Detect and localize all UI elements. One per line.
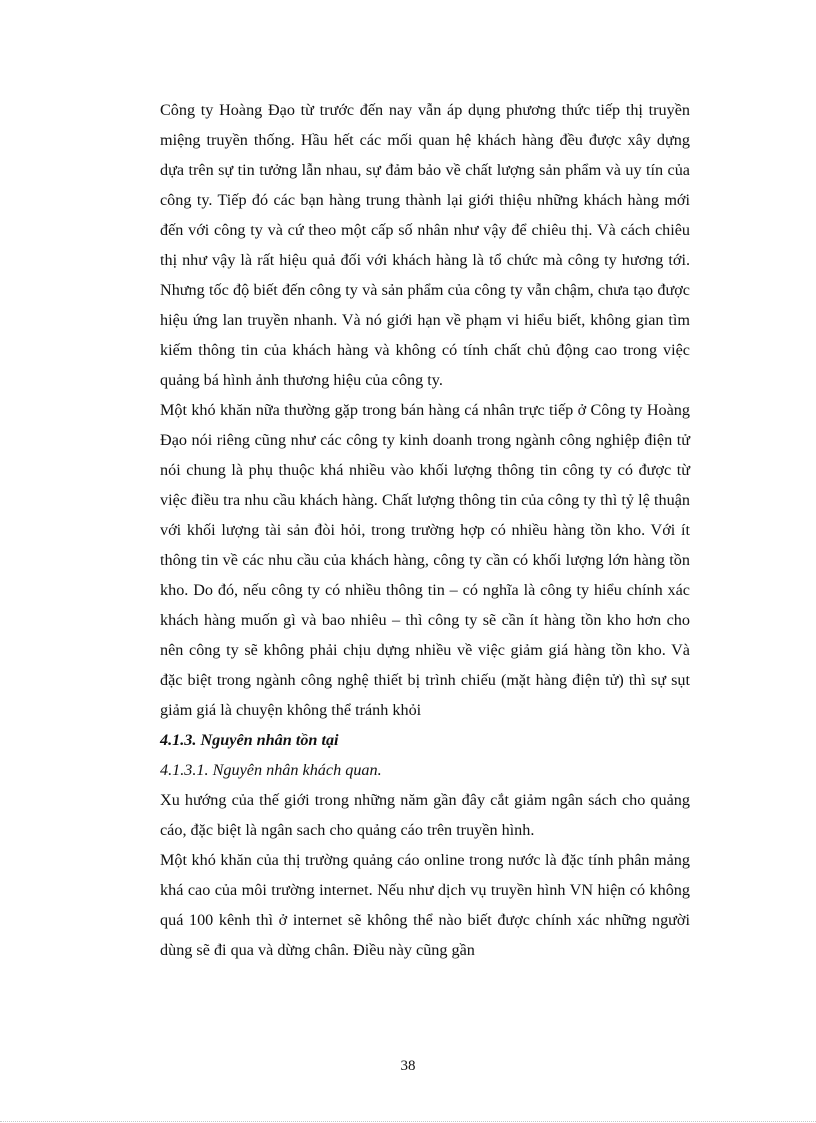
body-paragraph-2: Một khó khăn nữa thường gặp trong bán hàng cá nhân trực tiếp ở Công ty Hoàng Đạo nói riêng cũng như các công ty kinh doanh trong ngành công nghiệp điện tử nói chung là phụ thuộc khá nhiều vào khối lượng thông tin công ty có được từ việc điều tra nhu cầu khách hàng. Chất lượng thông tin của công ty thì tỷ lệ thuận với khối lượng tài sản đòi hỏi, trong trường hợp có nhiều hàng tồn kho. Với ít thông tin về các nhu cầu của khách hàng, công ty cần có khối lượng lớn hàng tồn kho. Do đó, nếu công ty có nhiều thông tin – có nghĩa là công ty hiểu chính xác khách hàng muốn gì và bao nhiêu – thì công ty sẽ cần ít hàng tồn kho hơn cho nên công ty sẽ không phải chịu dựng nhiều về việc giảm giá hàng tồn kho. Và đặc biệt trong ngành công nghệ thiết bị trình chiếu (mặt hàng điện tử) thì sự sụt giảm giá là chuyện không thể tránh khỏi bbox=[160, 401, 690, 719]
page-body bbox=[160, 95, 690, 965]
body-paragraph-1: Công ty Hoàng Đạo từ trước đến nay vẫn áp dụng phương thức tiếp thị truyền miệng truyền thống. Hầu hết các mối quan hệ khách hàng đều được xây dựng dựa trên sự tin tưởng lẫn nhau, sự đảm bảo về chất lượng sản phẩm và uy tín của công ty. Tiếp đó các bạn hàng trung thành lại giới thiệu những khách hàng mới đến với công ty và cứ theo một cấp số nhân như vậy để chiêu thị. Và cách chiêu thị như vậy là rất hiệu quả đối với khách hàng là tổ chức mà công ty hương tới. Nhưng tốc độ biết đến công ty và sản phẩm của công ty vẫn chậm, chưa tạo được hiệu ứng lan truyền nhanh. Và nó giới hạn về phạm vi hiểu biết, không gian tìm kiếm thông tin của khách hàng và không có tính chất chủ động cao trong việc quảng bá hình ảnh thương hiệu của công ty. bbox=[160, 101, 690, 389]
body-paragraph-4: Một khó khăn của thị trường quảng cáo online trong nước là đặc tính phân mảng khá cao của môi trường internet. Nếu như dịch vụ truyền hình VN hiện có không quá 100 kênh thì ở internet sẽ không thể nào biết được chính xác những người dùng sẽ đi qua và dừng chân. Điều này cũng gần bbox=[160, 851, 690, 959]
page-bottom-divider bbox=[0, 1121, 816, 1122]
section-heading: 4.1.3. Nguyên nhân tồn tại bbox=[160, 731, 339, 749]
body-paragraph-3: Xu hướng của thế giới trong những năm gần đây cắt giảm ngân sách cho quảng cáo, đặc biệt là ngân sach cho quảng cáo trên truyền hình. bbox=[160, 791, 690, 839]
page-number: 38 bbox=[400, 1058, 416, 1074]
subsection-heading: 4.1.3.1. Nguyên nhân khách quan. bbox=[160, 761, 382, 779]
